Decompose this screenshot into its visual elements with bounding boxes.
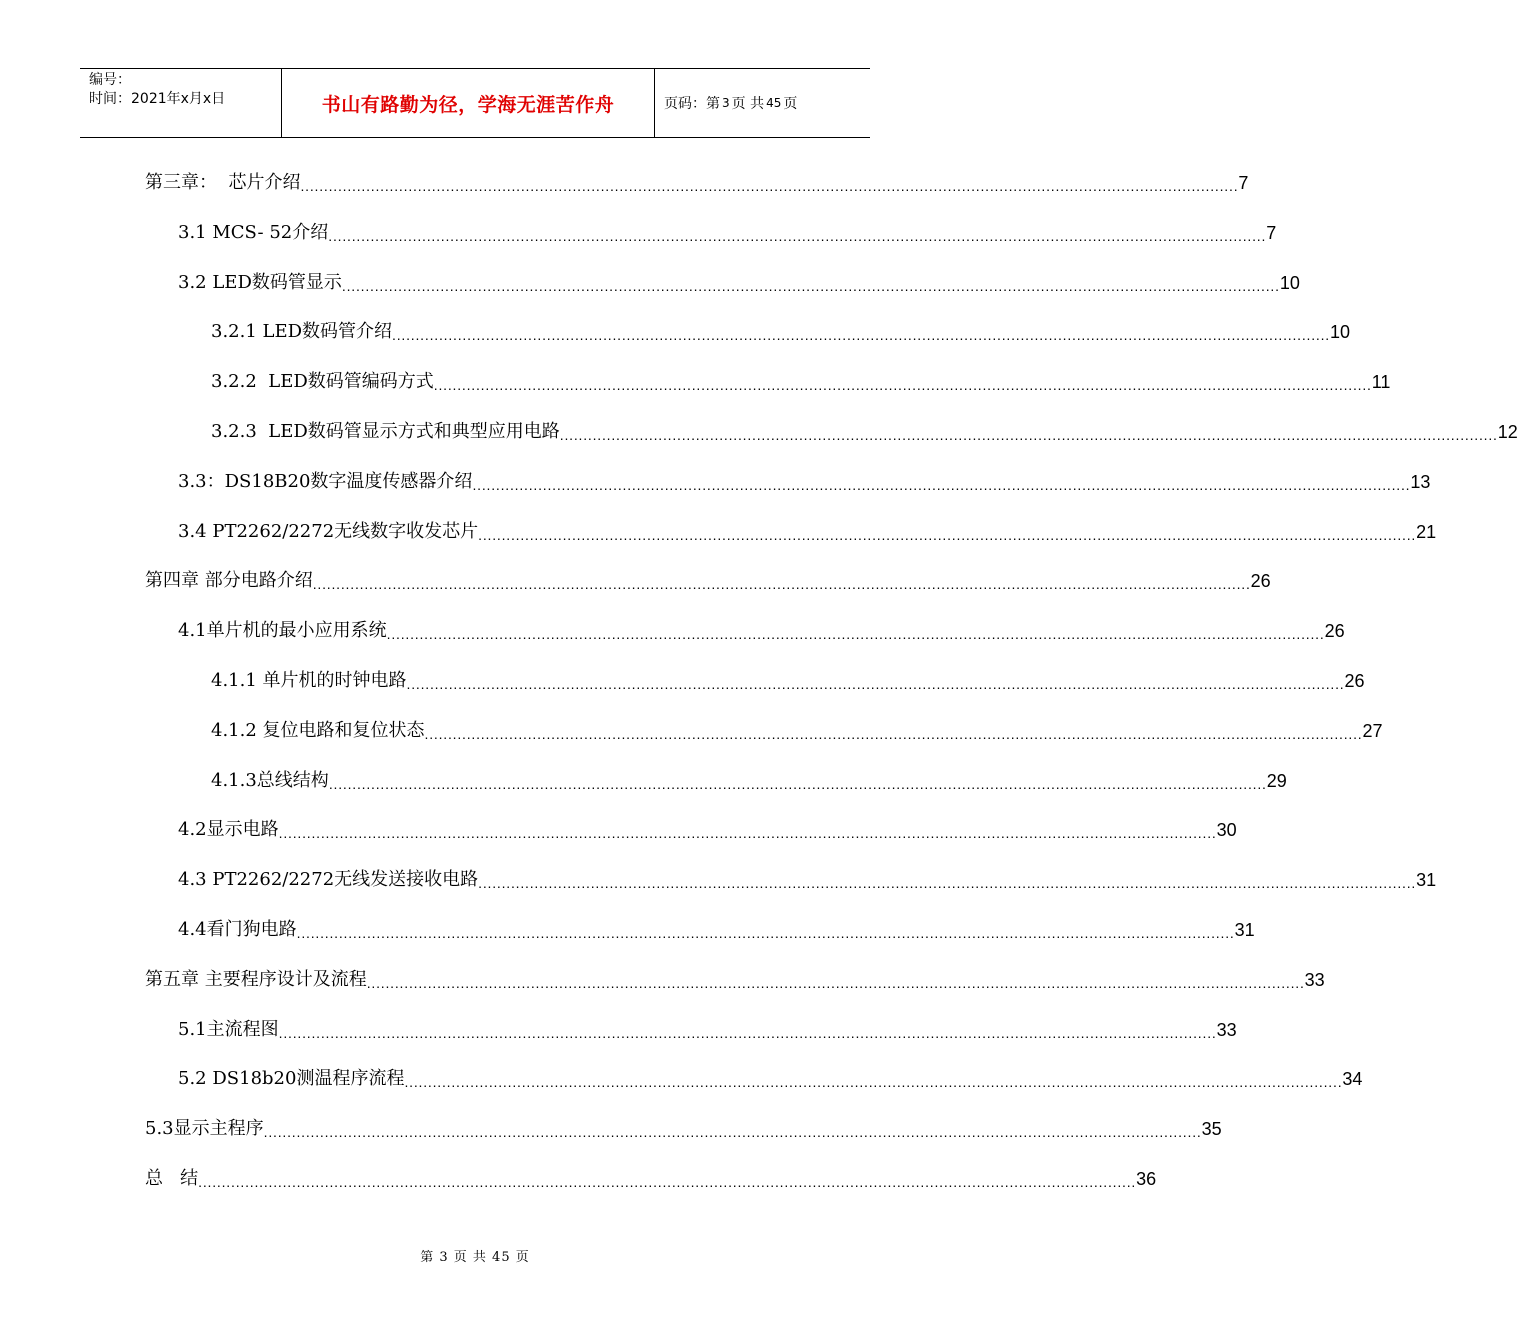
- toc-entry[interactable]: [178, 915, 1255, 945]
- toc-entry-title: 3.2 LED数码管显示: [178, 272, 342, 293]
- toc-leader-dots: ........................................................................................................................................................................................................: [198, 1174, 1137, 1190]
- toc-entry[interactable]: [178, 616, 1345, 646]
- toc-entry[interactable]: [178, 467, 1431, 497]
- toc-leader-dots: ........................................................................................................................................................................................................: [386, 626, 1325, 642]
- toc-entry[interactable]: [211, 716, 1383, 746]
- toc-leader-dots: ........................................................................................................................................................................................................: [328, 776, 1267, 792]
- toc-entry-title: 4.2显示电路: [178, 819, 279, 840]
- toc-entry-page: 33: [1216, 1020, 1237, 1040]
- toc-entry-title: 4.3 PT2262/2272无线发送接收电路: [178, 869, 479, 890]
- toc-leader-dots: ........................................................................................................................................................................................................: [392, 327, 1330, 343]
- toc-entry-page: 7: [1266, 223, 1277, 243]
- toc-entry-page: 10: [1279, 273, 1300, 293]
- toc-entry-title: 3.2.2 LED数码管编码方式: [211, 371, 434, 392]
- toc-entry-title: 3.2.3 LED数码管显示方式和典型应用电路: [211, 421, 560, 442]
- toc-leader-dots: ........................................................................................................................................................................................................: [341, 278, 1280, 294]
- toc-leader-dots: ........................................................................................................................................................................................................: [328, 228, 1267, 244]
- toc-entry-page: 31: [1416, 870, 1437, 890]
- header-page-info: [655, 69, 870, 137]
- toc-leader-dots: ........................................................................................................................................................................................................: [366, 975, 1305, 991]
- toc-leader-dots: ........................................................................................................................................................................................................: [312, 576, 1251, 592]
- document-time-label: 时间：2021年x月x日: [89, 91, 226, 107]
- toc-entry[interactable]: [211, 367, 1391, 397]
- page-mid: 页 共: [731, 96, 765, 112]
- toc-entry-title: 3.1 MCS- 52介绍: [178, 222, 329, 243]
- toc-entry[interactable]: [145, 965, 1325, 995]
- toc-entry-page: 26: [1324, 621, 1345, 641]
- toc-entry-title: 4.4看门狗电路: [178, 919, 297, 940]
- toc-entry-title: 第三章： 芯片介绍: [145, 172, 301, 193]
- toc-entry[interactable]: [178, 218, 1277, 248]
- toc-entry[interactable]: [178, 1064, 1363, 1094]
- toc-leader-dots: ........................................................................................................................................................................................................: [478, 875, 1417, 891]
- toc-entry-page: 12: [1497, 422, 1518, 442]
- toc-entry-page: 33: [1304, 970, 1325, 990]
- toc-entry-page: 11: [1371, 372, 1391, 392]
- toc-entry[interactable]: [178, 517, 1437, 547]
- toc-entry-page: 13: [1410, 472, 1431, 492]
- toc-entry-title: 总 结: [145, 1168, 199, 1189]
- toc-entry-page: 31: [1234, 920, 1255, 940]
- toc-leader-dots: ........................................................................................................................................................................................................: [424, 726, 1363, 742]
- toc-entry-title: 5.1主流程图: [178, 1019, 279, 1040]
- toc-entry[interactable]: [211, 666, 1365, 696]
- toc-entry[interactable]: [178, 815, 1237, 845]
- toc-entry[interactable]: [178, 268, 1300, 298]
- toc-leader-dots: ........................................................................................................................................................................................................: [296, 925, 1235, 941]
- toc-leader-dots: ........................................................................................................................................................................................................: [263, 1124, 1202, 1140]
- page-total: 45: [766, 96, 782, 110]
- toc-entry-title: 4.1.1 单片机的时钟电路: [211, 670, 407, 691]
- toc-entry-title: 第四章 部分电路介绍: [145, 570, 313, 591]
- toc-leader-dots: ........................................................................................................................................................................................................: [300, 178, 1239, 194]
- toc-entry[interactable]: [178, 1015, 1237, 1045]
- toc-entry-title: 第五章 主要程序设计及流程: [145, 969, 367, 990]
- toc-entry-title: 4.1单片机的最小应用系统: [178, 620, 387, 641]
- toc-entry-page: 30: [1216, 820, 1237, 840]
- toc-leader-dots: ........................................................................................................................................................................................................: [559, 427, 1498, 443]
- toc-leader-dots: ........................................................................................................................................................................................................: [478, 527, 1417, 543]
- toc-leader-dots: ........................................................................................................................................................................................................: [433, 377, 1372, 393]
- toc-entry-title: 3.2.1 LED数码管介绍: [211, 321, 393, 342]
- toc-entry-page: 26: [1344, 671, 1365, 691]
- toc-entry-title: 4.1.3总线结构: [211, 770, 329, 791]
- document-number-label: 编号：: [89, 72, 131, 88]
- toc-entry[interactable]: [211, 417, 1518, 447]
- toc-entry-page: 29: [1266, 771, 1287, 791]
- toc-entry-title: 3.4 PT2262/2272无线数字收发芯片: [178, 521, 479, 542]
- toc-entry[interactable]: [145, 566, 1271, 596]
- toc-entry-title: 5.3显示主程序: [145, 1118, 264, 1139]
- toc-entry[interactable]: [178, 865, 1437, 895]
- toc-entry-title: 5.2 DS18b20测温程序流程: [178, 1068, 405, 1089]
- page-suffix: 页: [783, 96, 798, 112]
- header-meta: [80, 69, 282, 137]
- toc-entry-page: 10: [1329, 322, 1351, 342]
- page-current: 3: [722, 96, 730, 110]
- toc-entry-title: 4.1.2 复位电路和复位状态: [211, 720, 425, 741]
- page-footer: 第 3 页 共 45 页: [420, 1250, 530, 1265]
- toc-entry[interactable]: [145, 1164, 1157, 1194]
- toc-entry-page: 36: [1136, 1169, 1157, 1189]
- toc-entry[interactable]: [211, 766, 1287, 796]
- toc-leader-dots: ........................................................................................................................................................................................................: [278, 1025, 1217, 1041]
- toc-leader-dots: ........................................................................................................................................................................................................: [472, 477, 1411, 493]
- toc-entry-page: 21: [1416, 522, 1437, 542]
- toc-entry[interactable]: [211, 317, 1351, 347]
- toc-entry-page: 35: [1201, 1119, 1222, 1139]
- header-motto: 书山有路勤为径，学海无涯苦作舟: [282, 69, 655, 137]
- page-header: [80, 68, 870, 138]
- toc-entry-title: 3.3：DS18B20数字温度传感器介绍: [178, 471, 473, 492]
- toc-leader-dots: ........................................................................................................................................................................................................: [406, 676, 1345, 692]
- toc-entry-page: 34: [1342, 1069, 1363, 1089]
- toc-leader-dots: ........................................................................................................................................................................................................: [278, 825, 1217, 841]
- toc-entry[interactable]: [145, 168, 1249, 198]
- toc-entry-page: 26: [1250, 571, 1271, 591]
- page-prefix: 页码：第: [664, 96, 720, 112]
- toc-leader-dots: ........................................................................................................................................................................................................: [404, 1074, 1343, 1090]
- toc-entry[interactable]: [145, 1114, 1222, 1144]
- toc-entry-page: 7: [1238, 173, 1249, 193]
- toc-entry-page: 27: [1362, 721, 1383, 741]
